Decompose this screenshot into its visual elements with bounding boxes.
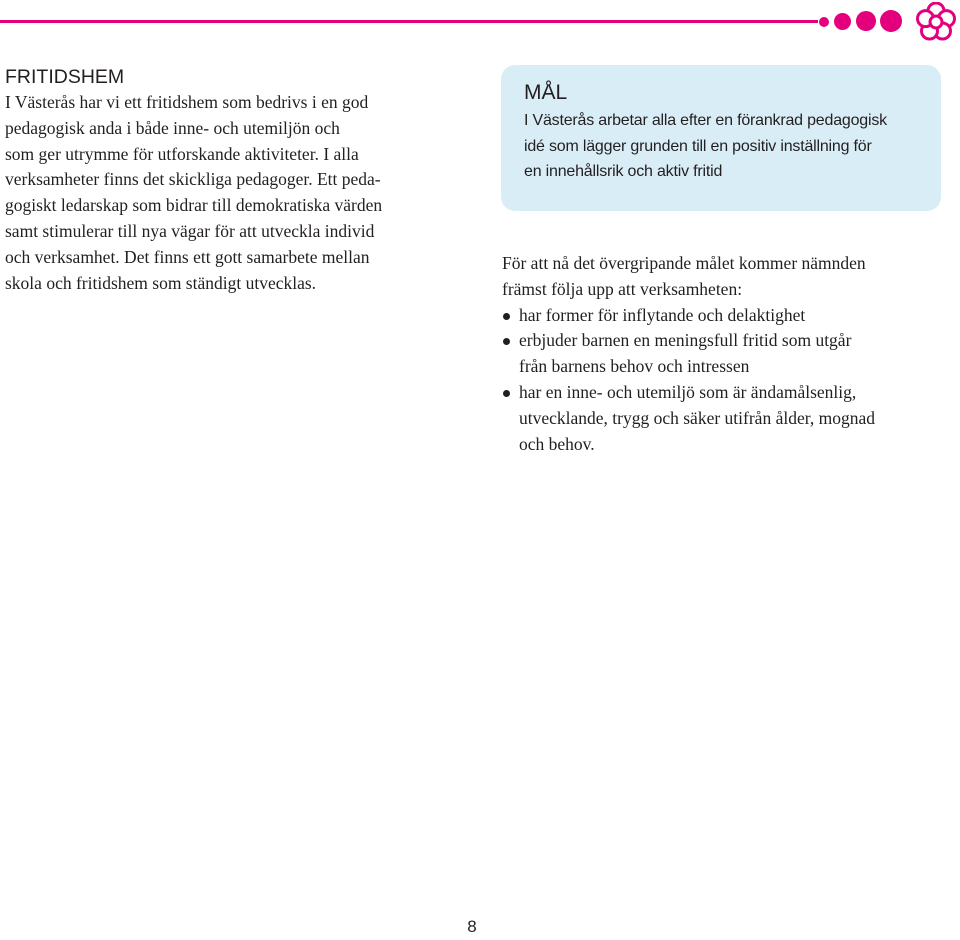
fritidshem-paragraph: [5, 90, 445, 296]
paragraph-line: som ger utrymme för utforskande aktiviteter. I alla: [5, 143, 359, 164]
paragraph-line: idé som lägger grunden till en positiv inställning för: [524, 137, 872, 155]
paragraph-line: främst följa upp att verksamheten:: [502, 278, 743, 299]
accent-dot: [834, 13, 851, 30]
paragraph-line: gogiskt ledarskap som bidrar till demokratiska värden: [5, 195, 383, 216]
paragraph-line: I Västerås arbetar alla efter en förankrad pedagogisk: [524, 112, 887, 129]
bullet-icon: [503, 313, 510, 320]
list-item-line: utvecklande, trygg och säker utifrån ålder, mognad: [519, 407, 875, 428]
goals-section: [502, 251, 942, 457]
goals-list: [502, 303, 942, 458]
accent-dot: [880, 10, 902, 32]
list-item-line: har en inne- och utemiljö som är ändamålsenlig,: [519, 381, 857, 402]
list-item: [502, 328, 942, 380]
list-item-line: har former för inflytande och delaktighet: [519, 304, 806, 325]
list-item-line: från barnens behov och intressen: [519, 356, 750, 377]
list-item: [502, 303, 942, 329]
bullet-icon: [503, 390, 510, 397]
accent-dot: [856, 11, 876, 31]
paragraph-line: samt stimulerar till nya vägar för att utveckla individ: [5, 220, 375, 241]
list-item-line: erbjuder barnen en meningsfull fritid som utgår: [519, 330, 852, 351]
mal-heading: MÅL: [524, 81, 568, 104]
list-item-line: och behov.: [519, 433, 595, 454]
mal-box: [501, 65, 941, 211]
paragraph-line: I Västerås har vi ett fritidshem som bedrivs i en god: [5, 92, 369, 112]
goals-intro: [502, 251, 942, 303]
page-number: 8: [467, 917, 477, 936]
paragraph-line: pedagogisk anda i både inne- och utemiljön och: [5, 117, 340, 138]
paragraph-line: och verksamhet. Det finns ett gott samarbete mellan: [5, 246, 370, 267]
paragraph-line: en innehållsrik och aktiv fritid: [524, 163, 723, 180]
fritidshem-section: [5, 64, 445, 296]
paragraph-line: verksamheter finns det skickliga pedagoger. Ett peda-: [5, 169, 381, 190]
top-accent-line: [0, 20, 818, 23]
paragraph-line: skola och fritidshem som ständigt utvecklas.: [5, 272, 317, 293]
list-item: [502, 380, 942, 457]
accent-dot-small: [819, 17, 829, 27]
flower-icon: [916, 2, 956, 42]
fritidshem-heading: FRITIDSHEM: [5, 66, 125, 88]
mal-paragraph: [524, 108, 919, 185]
bullet-icon: [503, 338, 510, 345]
paragraph-line: För att nå det övergripande målet kommer nämnden: [502, 253, 866, 273]
